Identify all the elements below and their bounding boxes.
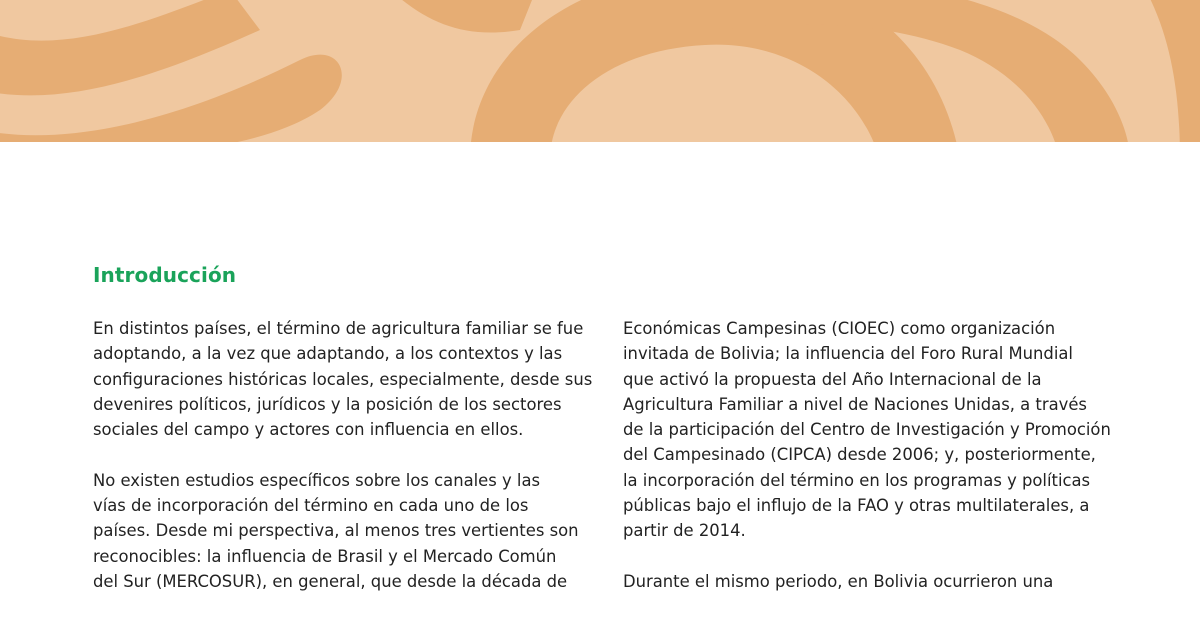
paragraph [93, 316, 593, 442]
paragraph [623, 316, 1128, 544]
text-line: del Campesinado (CIPCA) desde 2006; y, posteriormente, [623, 445, 1096, 465]
paragraph [623, 569, 1128, 594]
right-text-column [623, 316, 1128, 620]
header-banner [0, 0, 1200, 142]
text-line: devenires políticos, jurídicos y la posición de los sectores [93, 394, 562, 414]
text-line: públicas bajo el influjo de la FAO y otras multilaterales, a [623, 496, 1090, 516]
text-line: En distintos países, el término de agricultura familiar se fue [93, 319, 584, 338]
text-line: sociales del campo y actores con influencia en ellos. [93, 420, 524, 440]
text-line: partir de 2014. [623, 521, 746, 541]
text-line: Económicas Campesinas (CIOEC) como organización [623, 319, 1056, 338]
text-line: vías de incorporación del término en cada uno de los [93, 496, 529, 516]
text-line: Durante el mismo periodo, en Bolivia ocurrieron una [623, 571, 1054, 591]
text-line: reconocibles: la influencia de Brasil y el Mercado Común [93, 546, 557, 566]
text-line: configuraciones históricas locales, especialmente, desde sus [93, 369, 593, 389]
text-line: No existen estudios específicos sobre los canales y las [93, 470, 541, 490]
text-line: la incorporación del término en los programas y políticas [623, 470, 1091, 490]
text-line: Agricultura Familiar a nivel de Naciones Unidas, a través [623, 394, 1087, 414]
text-line: del Sur (MERCOSUR), en general, que desde la década de [93, 571, 568, 591]
text-line: de la participación del Centro de Investigación y Promoción [623, 420, 1111, 440]
paragraph [93, 468, 593, 594]
left-text-column [93, 316, 593, 620]
text-line: que activó la propuesta del Año Internacional de la [623, 369, 1042, 389]
banner-pattern-graphic [0, 0, 1200, 142]
text-line: países. Desde mi perspectiva, al menos tres vertientes son [93, 521, 579, 541]
text-line: adoptando, a la vez que adaptando, a los contextos y las [93, 344, 563, 364]
section-title: Introducción [93, 263, 237, 287]
text-line: invitada de Bolivia; la influencia del Foro Rural Mundial [623, 344, 1073, 364]
